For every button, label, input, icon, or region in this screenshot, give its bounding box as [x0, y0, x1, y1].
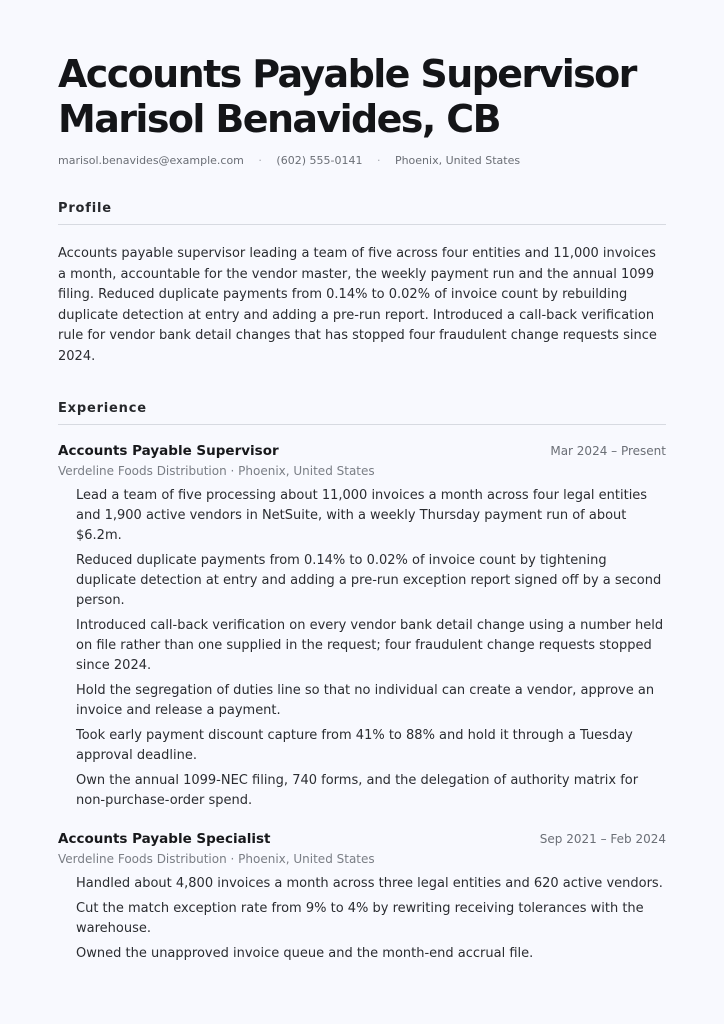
job-dates: Mar 2024 – Present [550, 444, 666, 458]
job-bullet: Handled about 4,800 invoices a month across three legal entities and 620 active vendors. [76, 876, 663, 891]
contact-phone[interactable]: (602) 555-0141 [276, 154, 363, 167]
experience-heading: Experience [58, 401, 666, 425]
job-bullet: Lead a team of five processing about 11,000 invoices a month across four legal entities and 1,900 active vendors in NetSuite, with a weekly Thursday payment run of about $6.2m. [76, 488, 648, 543]
resume-heading [58, 52, 666, 142]
job-header [58, 831, 666, 847]
job-headline: Accounts Payable Supervisor [58, 52, 636, 96]
job-bullet: Reduced duplicate payments from 0.14% to 0.02% of invoice count by tightening duplicate detection at entry and adding a pre-run exception report signed off by a second person. [76, 553, 662, 608]
contact-line [58, 154, 666, 167]
job-bullet: Owned the unapproved invoice queue and the month-end accrual file. [76, 946, 534, 961]
contact-location: Phoenix, United States [394, 154, 521, 167]
contact-separator: · [258, 154, 262, 167]
job-company: Verdeline Foods Distribution · Phoenix, United States [58, 852, 375, 866]
job-entry [58, 443, 666, 811]
contact-separator: · [376, 154, 381, 167]
job-bullet: Own the annual 1099-NEC filing, 740 forms, and the delegation of authority matrix for non-purchase-order spend. [76, 773, 639, 808]
job-company: Verdeline Foods Distribution · Phoenix, United States [58, 464, 375, 478]
job-title: Accounts Payable Specialist [58, 831, 271, 847]
job-bullets [58, 486, 666, 811]
job-bullet: Took early payment discount capture from 41% to 88% and hold it through a Tuesday approval deadline. [76, 728, 633, 763]
job-bullet: Hold the segregation of duties line so that no individual can create a vendor, approve an invoice and release a payment. [76, 683, 655, 718]
job-title: Accounts Payable Supervisor [58, 443, 279, 459]
candidate-name: Marisol Benavides, CB [58, 97, 500, 141]
contact-email[interactable]: marisol.benavides@example.com [58, 154, 244, 167]
profile-heading: Profile [58, 201, 666, 225]
profile-summary: Accounts payable supervisor leading a team of five across four entities and 11,000 invoices a month, accountable for the vendor master, the weekly payment run and the annual 1099 filing. Reduced duplicate payments from 0.14% to 0.02% of invoice count by rebuilding duplicate detection at entry and adding a pre-run report. Introduced a call-back verification rule for vendor bank detail changes that has stopped four fraudulent change requests since 2024. [58, 246, 657, 364]
job-header [58, 443, 666, 459]
job-entry [58, 831, 666, 964]
job-bullet: Cut the match exception rate from 9% to 4% by rewriting receiving tolerances with the warehouse. [76, 901, 644, 936]
job-dates: Sep 2021 – Feb 2024 [539, 832, 666, 846]
job-bullets [58, 874, 666, 964]
job-bullet: Introduced call-back verification on every vendor bank detail change using a number held on file rather than one supplied in the request; four fraudulent change requests stopped since 2024. [76, 618, 664, 673]
experience-list [58, 443, 666, 964]
